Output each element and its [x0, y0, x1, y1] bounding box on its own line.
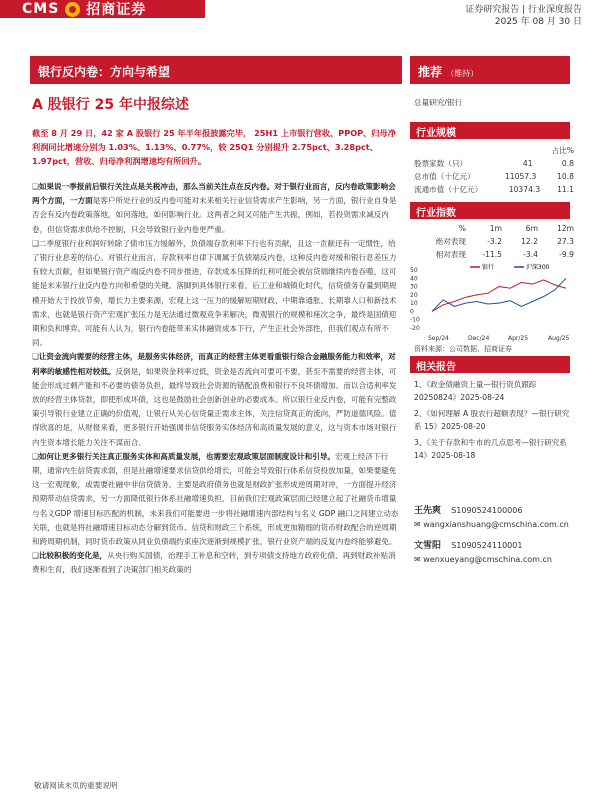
scale-label: 流通市值（十亿元）: [414, 185, 483, 194]
rating-band: [410, 56, 570, 84]
scale-row: [414, 183, 574, 196]
index-label: 绝对表现: [435, 237, 466, 246]
series-line: [432, 278, 566, 311]
author-name: 王先爽: [414, 506, 442, 516]
paragraph-lead: 如果说一季报前后银行关注点是关税冲击，那么当前关注点在反内卷。对于银行业而言，反内卷政策影响会两个方面，一方面: [32, 182, 396, 206]
mail-icon: ✉: [414, 555, 421, 564]
email-text: wangxianshuang@cmschina.com.cn: [423, 520, 569, 529]
logo-text: CMS: [22, 1, 60, 17]
summary-paragraph: 截至 8 月 29 日，42 家 A 股银行 25 年半年报披露完毕， 25H1 上市银行营收、PPOP、归母净利润同比增速分别为 1.03%、1.13%、0.77%，较 25Q1 分别提升 2.75pct、3.28pct、1.97pct，营收、归母净利润增速均有所回升。: [32, 128, 396, 166]
scale-label: 股票家数（只）: [414, 159, 468, 168]
index-value: 27.3: [557, 237, 574, 246]
legend-label: 银行: [482, 264, 495, 271]
paragraph-rest: 是客户所处行业的反内卷可能对未来相关行业信贷需求产生影响，另一方面，银行业自身是否会有反内卷政策落地，如何落地，如何影响行业。这两者之间又可能产生共振，例如，若投资需求减反内卷，但信贷需求供给不控制，只会导致银行业内卷更严重。: [32, 196, 397, 234]
x-tick-label: Dec/24: [468, 335, 490, 342]
performance-chart: [410, 262, 570, 342]
index-col: 1m: [489, 224, 502, 233]
y-tick-label: 20: [410, 291, 418, 299]
index-value: -3.2: [487, 237, 502, 246]
report-link[interactable]: 1、《政金债融资上量—银行资负跟踪 20250824》2025-08-24: [414, 380, 537, 402]
paragraph-rest: 宏观上经济下行期，通常内生信贷需求弱，但是社融增速要求信贷供给增长，可能会导致银行体系信贷投放加量，如果要避免这一宏观现象，或需要社融中非信贷债务。主要是政府债务也就是财政扩张形成逆周期对冲，一方面提升经济预期带动信贷需求，另一方面降低银行体系社融增速负担，目前我们宏观政策层面已经建立起了社融货币增量与名义GDP 增速目标匹配的机制，未来我们可能要进一步将社融增速内部结构与名义 GDP 融口之间建立动态关联，也就是将社融增速目标动态分解到货币、信贷和财政三个系统，形成更加精细的货币财政配合的逆周期和跨周期机制，同时货币政策从同业负债端约束座次逐渐到规模扩张，银行业资产端的反复内卷终能够避免。: [32, 451, 399, 547]
scale-pct: 0.8: [561, 159, 574, 168]
reports-header: 相关报告: [410, 356, 570, 373]
report-header: [0, 0, 600, 40]
scale-pct: 11.1: [557, 185, 574, 194]
y-tick-label: 0: [410, 308, 414, 316]
x-tick-label: Aug/25: [548, 335, 570, 342]
paragraph-1: ❑如果说一季报前后银行关注点是关税冲击，那么当前关注点在反内卷。对于银行业而言，反内卷政策影响会两个方面，一方面是客户所处行业的反内卷可能对未来相关行业信贷需求产生影响，另一方面，银行业自身是否会有反内卷政策落地，如何落地，如何影响行业。这两者之间又可能产生共振，例如，若投资需求减反内卷，但信贷需求供给不控制，只会导致银行业内卷更严重。: [32, 182, 397, 234]
logo-mark-icon: [65, 2, 80, 17]
paragraph-lead: 让资金流向需要的经营主体，是服务实体经济，而真正的经营主体更看重银行综合金融服务能力和效率，对利率的敏感性相对较低。: [32, 352, 396, 376]
paragraph-rest: 二季度银行业利润好转除了债市压力缓解外，负债端存款利率下行也有贡献，且这一贡献还有一定惯性，给了银行业息差的信心。对银行业而言，存款利率自律下调属于负债端反内卷，这种反内卷对缓和银行息差压力有较大贡献，但如果银行资产端反内卷不同步推进，存款成本压降的红利可能会被信贷端继续内卷吞噬，这可能是未来银行业反内卷方向和希望的关键。落脚到具体银行来看，后工业和城镇化时代，信贷债务存量到期规模开始大于投放节奏，增长力主要来源，宏观上这一压力的缓解短期财政、中期靠通胀、长期靠人口和新技术需求，也就是银行资产宏观扩张压力是无法通过微观竞争来解决，微观银行的规模和座次之争，最终是国债迎期和负和博弈。可能有人认为，银行内卷能带来实体融资成本下行，产生正社会外部性，但我们观点有所不同。: [32, 238, 397, 348]
body-text: [32, 180, 400, 578]
index-value: -11.5: [482, 250, 502, 259]
y-tick-label: -10: [410, 316, 420, 324]
chart-source: 资料来源：公司数据、招商证券: [414, 345, 512, 353]
scale-col-header: [414, 144, 574, 157]
index-table: [414, 222, 574, 261]
scale-row: [414, 157, 574, 170]
index-label: 相对表现: [435, 250, 466, 259]
y-tick-label: 30: [410, 283, 418, 291]
rating-label: 推荐: [418, 65, 443, 79]
x-tick-label: Apr/25: [508, 335, 529, 342]
author-email[interactable]: [414, 518, 574, 531]
report-link[interactable]: 2、《如何理解 A 股农行超额表现？—银行研究系 15》2025-08-20: [414, 409, 570, 431]
author-name: 文雪阳: [414, 541, 442, 551]
paragraph-lead: 如何让更多银行关注真正服务实体和高质量发展，也需要宏观政策层面制度设计和引导。: [38, 451, 335, 461]
related-reports: [414, 378, 574, 465]
scale-label: 总市值（十亿元）: [414, 172, 475, 181]
index-value: -9.9: [559, 250, 574, 259]
index-col: 12m: [556, 224, 574, 233]
paragraph-rest: 反倒是，如果资金利率过低，资金是否流向可要可不要，甚至不需要的经营主体，可能会形成过剩产能和不必要的债务负担，最终导致社会资源的错配浪费和银行不良坏债增加。而以合适利率发放的经营主体贷款，即使形成坏债，这也是鼓励社会创新创业的必要成本。所以银行业反内卷，可能有完整政策引导银行业建立正确的价值观，让银行从关心信贷量正需求主体，关注信贷真正的流向，严防道德风险。值得欣喜的是，从财报来看，更多银行开始强调非信贷服务实体经济和高质量发展的意义，这与资本市场对银行内生资本增长能力关注不谋而合。: [32, 366, 397, 447]
author-id: S1090524110001: [451, 541, 523, 550]
paragraph-4: ❑如何让更多银行关注真正服务实体和高质量发展，也需要宏观政策层面制度设计和引导。宏观上经济下行期，通常内生信贷需求弱，但是社融增速要求信贷供给增长，可能会导致银行体系信贷投放加量，如果要避免这一宏观现象，或需要社融中非信贷债务。主要是政府债务也就是财政扩张形成逆周期对冲，一方面提升经济预期带动信贷需求，另一方面降低银行体系社融增速负担，目前我们宏观政策层面已经建立起了社融货币增量与名义GDP 增速目标匹配的机制，未来我们可能要进一步将社融增速内部结构与名义 GDP 融口之间建立动态关联，也就是将社融增速目标动态分解到货币、信贷和财政三个系统，形成更加精细的货币财政配合的逆周期和跨周期机制，同时货币政策从同业负债端约束座次逐渐到规模扩张，银行业资产端的反复内卷终能够避免。: [32, 451, 399, 547]
email-text: wenxueyang@cmschina.com.cn: [423, 555, 552, 564]
index-col: %: [458, 224, 466, 233]
rating-sub: （维持）: [446, 69, 479, 78]
scale-table: [414, 144, 574, 196]
author: [414, 539, 574, 553]
legend-label: 沪深300: [526, 264, 550, 271]
index-row: [414, 235, 574, 248]
report-type: 证券研究报告 | 行业深度报告: [465, 5, 582, 15]
logo-chinese-text: 招商证券: [86, 2, 147, 18]
y-tick-label: 10: [410, 300, 418, 308]
paragraph-lead: 比较积极的变化是，: [38, 551, 108, 561]
report-date: 2025 年 08 月 30 日: [494, 17, 582, 27]
report-title: A 股银行 25 年中报综述: [32, 97, 189, 113]
y-tick-label: 40: [410, 275, 418, 283]
scale-col-label: 占比%: [551, 146, 574, 155]
index-col: 6m: [525, 224, 538, 233]
company-logo: [0, 0, 205, 18]
scale-header: 行业规模: [410, 122, 570, 139]
scale-value: 10374.3: [508, 185, 541, 194]
scale-value: 11057.3: [504, 172, 537, 181]
mail-icon: ✉: [414, 520, 421, 529]
topic-band: 银行反内卷：方向与希望: [30, 56, 402, 84]
y-tick-label: 50: [410, 267, 418, 274]
x-tick-label: Sep/24: [428, 335, 449, 342]
author-id: S1090524100006: [451, 506, 523, 515]
index-value: 12.2: [521, 237, 538, 246]
report-link[interactable]: 3、《关于存款和牛市的几点思考—银行研究系 14》2025-08-18: [414, 438, 567, 460]
author: [414, 504, 574, 518]
index-header: 行业指数: [410, 202, 570, 219]
y-tick-label: -20: [410, 325, 420, 332]
author-email[interactable]: [414, 553, 574, 566]
index-col-header: [414, 222, 574, 235]
paragraph-2: ❑二季度银行业利润好转除了债市压力缓解外，负债端存款利率下行也有贡献，且这一贡献还有一定惯性，给了银行业息差的信心。对银行业而言，存款利率自律下调属于负债端反内卷，这种反内卷对缓和银行息差压力有较大贡献，但如果银行资产端反内卷不同步推进，存款成本压降的红利可能会被信贷端继续内卷吞噬，这可能是未来银行业反内卷方向和希望的关键。落脚到具体银行来看，后工业和城镇化时代，信贷债务存量到期规模开始大于投放节奏，增长力主要来源，宏观上这一压力的缓解短期财政、中期靠通胀、长期靠人口和新技术需求，也就是银行资产宏观扩张压力是无法通过微观竞争来解决，微观银行的规模和座次之争，最终是国债迎期和负和博弈。可能有人认为，银行内卷能带来实体融资成本下行，产生正社会外部性，但我们观点有所不同。: [32, 238, 397, 348]
paragraph-5: ❑比较积极的变化是，从央行购买国债，治理手工补息和空转，到专项债支持地方政府化债、再到财政补贴消费和生育，我们逐渐看到了决策部门相关政策的: [32, 551, 396, 575]
index-row: [414, 248, 574, 261]
paragraph-3: ❑让资金流向需要的经营主体，是服务实体经济，而真正的经营主体更看重银行综合金融服务能力和效率，对利率的敏感性相对较低。反倒是，如果资金利率过低，资金是否流向可要可不要，甚至不需要的经营主体，可能会形成过剩产能和不必要的债务负担，最终导致社会资源的错配浪费和银行不良坏债增加。而以合适利率发放的经营主体贷款，即使形成坏债，这也是鼓励社会创新创业的必要成本。所以银行业反内卷，可能有完整政策引导银行业建立正确的价值观，让银行从关心信贷量正需求主体，关注信贷真正的流向，严防道德风险。值得欣喜的是，从财报来看，更多银行开始强调非信贷服务实体经济和高质量发展的意义，这与资本市场对银行内生资本增长能力关注不谋而合。: [32, 352, 397, 447]
scale-pct: 10.8: [557, 172, 574, 181]
scale-row: [414, 170, 574, 183]
index-value: -3.4: [523, 250, 538, 259]
paragraph-rest: 从央行购买国债，治理手工补息和空转，到专项债支持地方政府化债、再到财政补贴消费和生育，我们逐渐看到了决策部门相关政策的: [32, 551, 396, 575]
industry-line: 总量研究/银行: [414, 98, 463, 107]
footer-note: 敬请阅读末页的重要说明: [34, 781, 118, 790]
scale-value: 41: [522, 159, 533, 168]
author-block: [414, 504, 574, 566]
